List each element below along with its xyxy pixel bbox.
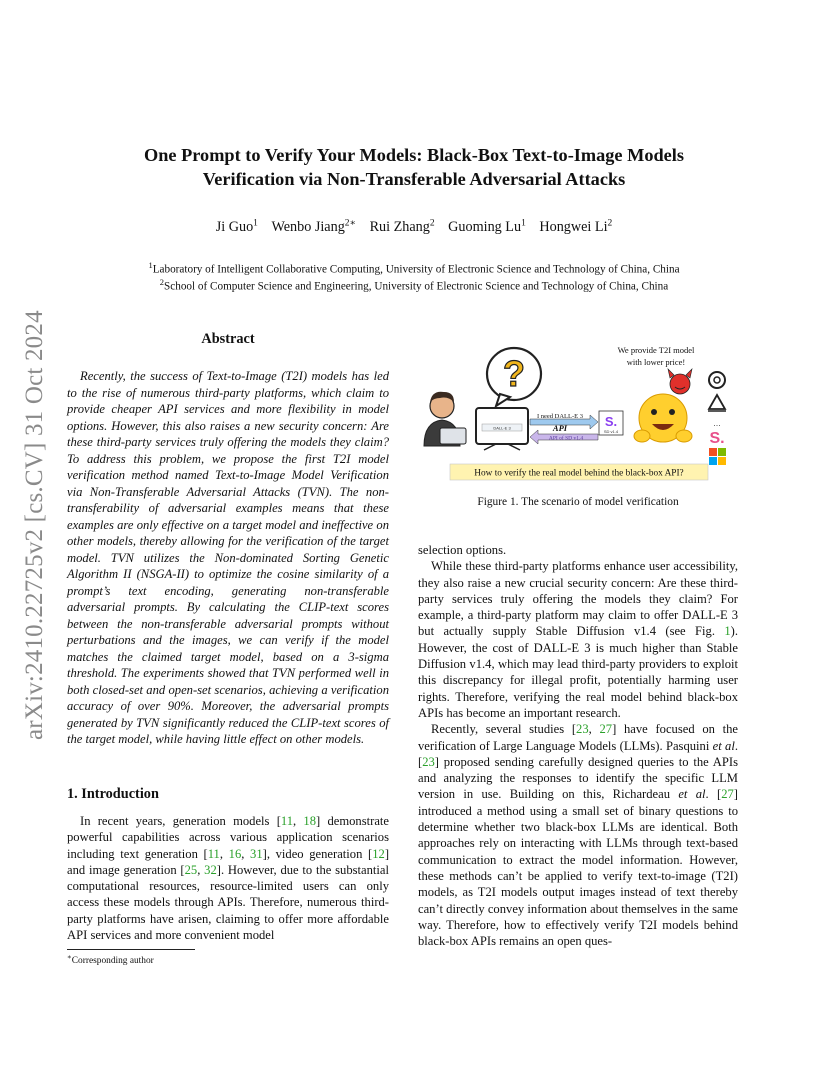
- paragraph: While these third-party platforms enhance user accessibility, they also raise a new crucial security concern: Are these third-party services truly offering the models they claim? For example, a third-party platform may claim to offer DALL-E 3 but actually supply Stable Diffusion v1.4 (see Fig. 1). However, the cost of DALL-E 3 is much higher than Stable Diffusion v1.4, which may lead third-party providers to exploit this discrepancy for illegal profit, potentially harming user rights. Therefore, verifying the real model behind black-box APIs has become an important research.: [418, 559, 738, 720]
- citation-link[interactable]: 11: [207, 846, 220, 861]
- footnote-divider: [67, 949, 195, 950]
- microsoft-icon: [709, 448, 726, 465]
- citation-link[interactable]: 23: [422, 754, 435, 769]
- figure-illustration: [418, 340, 740, 490]
- title-line-1: One Prompt to Verify Your Models: Black-Box Text-to-Image Models: [144, 145, 684, 165]
- footnote: ∗Corresponding author: [67, 953, 154, 967]
- monitor: [476, 408, 528, 450]
- paragraph: Recently, several studies [23, 27] have focused on the verification of Large Language Models (LLMs). Pasquini et al. [23] proposed sending carefully designed queries to the APIs and analyzing the responses to identify the specific LLM version in use. Building on this, Richardeau et al. [27] introduced a method using a small set of binary questions to determine whether two black-box LLMs are identical. Both approaches rely on interacting with LLMs through text-based communication to extract the model information. However, these methods can’t be applied to verify text-to-image (T2I) models, as T2I models output images instead of text thereby can’t directly convey information about themselves in the same way. Therefore, how to effectively verify T2I models behind black-box APIs remains an open ques-: [418, 722, 739, 949]
- provider-face: [634, 394, 692, 442]
- stability-logo: S.: [709, 430, 725, 447]
- citation-link[interactable]: 32: [204, 862, 217, 877]
- sd-logo: S.: [604, 414, 618, 429]
- banner-question: How to verify the real model behind the black-box API?: [474, 468, 684, 479]
- citation-link[interactable]: 31: [250, 846, 263, 861]
- citation-link[interactable]: 16: [228, 846, 242, 861]
- citation-link[interactable]: 18: [303, 814, 317, 828]
- provider-speech-2: with lower price!: [626, 357, 686, 367]
- author: Rui Zhang$^2$: [369, 218, 435, 235]
- affiliation-2: $^2$School of Computer Science and Engineering, University of Electronic Science and Technology of China, China: [159, 277, 669, 293]
- response-label: API of SD v1.4: [548, 435, 584, 442]
- midjourney-icon: [708, 395, 726, 411]
- paragraph: selection options.: [418, 543, 507, 557]
- sd-badge: [599, 411, 623, 435]
- api-arrows: [530, 413, 598, 444]
- author: Hongwei Li$^2$: [539, 218, 613, 235]
- provider-speech-1: We provide T2I model: [617, 345, 695, 355]
- introduction-heading: 1. Introduction: [67, 786, 159, 802]
- right-column-text: [418, 542, 738, 949]
- affiliation-1: $^1$Laboratory of Intelligent Collaborative Computing, University of Electronic Science and Technology of China, China: [148, 260, 680, 276]
- paper-title: [90, 143, 738, 191]
- abstract-heading: Abstract: [201, 331, 255, 347]
- question-banner: [450, 464, 708, 480]
- citation-link[interactable]: 25: [184, 862, 198, 877]
- author-list: [90, 217, 738, 236]
- author: Guoming Lu$^1$: [448, 218, 526, 235]
- author: Ji Guo$^1$: [215, 218, 258, 235]
- devil-icon: [668, 369, 692, 394]
- citation-link[interactable]: 27: [599, 722, 613, 737]
- user-figure: [424, 392, 466, 446]
- author: Wenbo Jiang$^{2∗}$: [271, 218, 357, 235]
- sd-version: SD v1.4: [603, 429, 619, 434]
- introduction-paragraph: In recent years, generation models [11, 18] demonstrate powerful capabilities across various application scenarios including text generation [11, 16, 31], video generation [12] and image generation [25, 32]. However, due to the substantial computational resources, resource-limited users can only access these models through APIs. Therefore, numerous third-party platforms have arisen, claiming to offer more affordable API services and more convenient model: [67, 814, 390, 943]
- api-label: API: [552, 423, 568, 433]
- question-bubble: [487, 348, 541, 406]
- abstract-text: Recently, the success of Text-to-Image (T2I) models has led to the rise of numerous third-party platforms, which claim to provide cheaper API services and more flexibility in model options. However, this also raises a new security concern: Are these third-party services truly offering the models they claim? To address this problem, we propose the first T2I model verification method named Text-to-Image Model Verification via Non-Transferable Adversarial Attacks (TVN). The non-transferability of adversarial examples means that these examples are only effective on a target model and ineffective on other models, thereby allowing for the verification of the target model. TVN utilizes the Non-dominated Sorting Genetic Algorithm II (NSGA-II) to optimize the cosine similarity of a prompt’s text encoding, generating non-transferable adversarial prompts. By calculating the CLIP-text scores between the non-transferable adversarial prompts without perturbations and the images, we can verify if the model matches the claimed target model, based on a 3-sigma threshold. The experiments showed that TVN performed well in both closed-set and open-set scenarios, achieving a verification accuracy of over 90%. Moreover, the adversarial prompts generated by TVN significantly reduced the CLIP-text scores of the target model, while having little effect on other models.: [67, 369, 389, 746]
- screen-label: DALL-E 3: [493, 425, 511, 431]
- figure-1: [418, 340, 740, 490]
- more-models-ellipsis: ...: [713, 418, 721, 428]
- title-line-2: Verification via Non-Transferable Adversarial Attacks: [202, 169, 626, 189]
- citation-link[interactable]: 11: [280, 814, 294, 828]
- citation-link[interactable]: 12: [372, 846, 385, 861]
- arxiv-identifier: arXiv:2410.22725v2 [cs.CV] 31 Oct 2024: [21, 310, 48, 740]
- figure-caption: Figure 1. The scenario of model verification: [477, 496, 679, 508]
- openai-icon: [709, 372, 725, 388]
- citation-link[interactable]: 27: [721, 787, 734, 802]
- figure-reference-link[interactable]: 1: [724, 624, 731, 639]
- request-label: I need DALL-E 3: [536, 413, 584, 420]
- question-mark: ?: [503, 353, 525, 394]
- citation-link[interactable]: 23: [576, 722, 589, 737]
